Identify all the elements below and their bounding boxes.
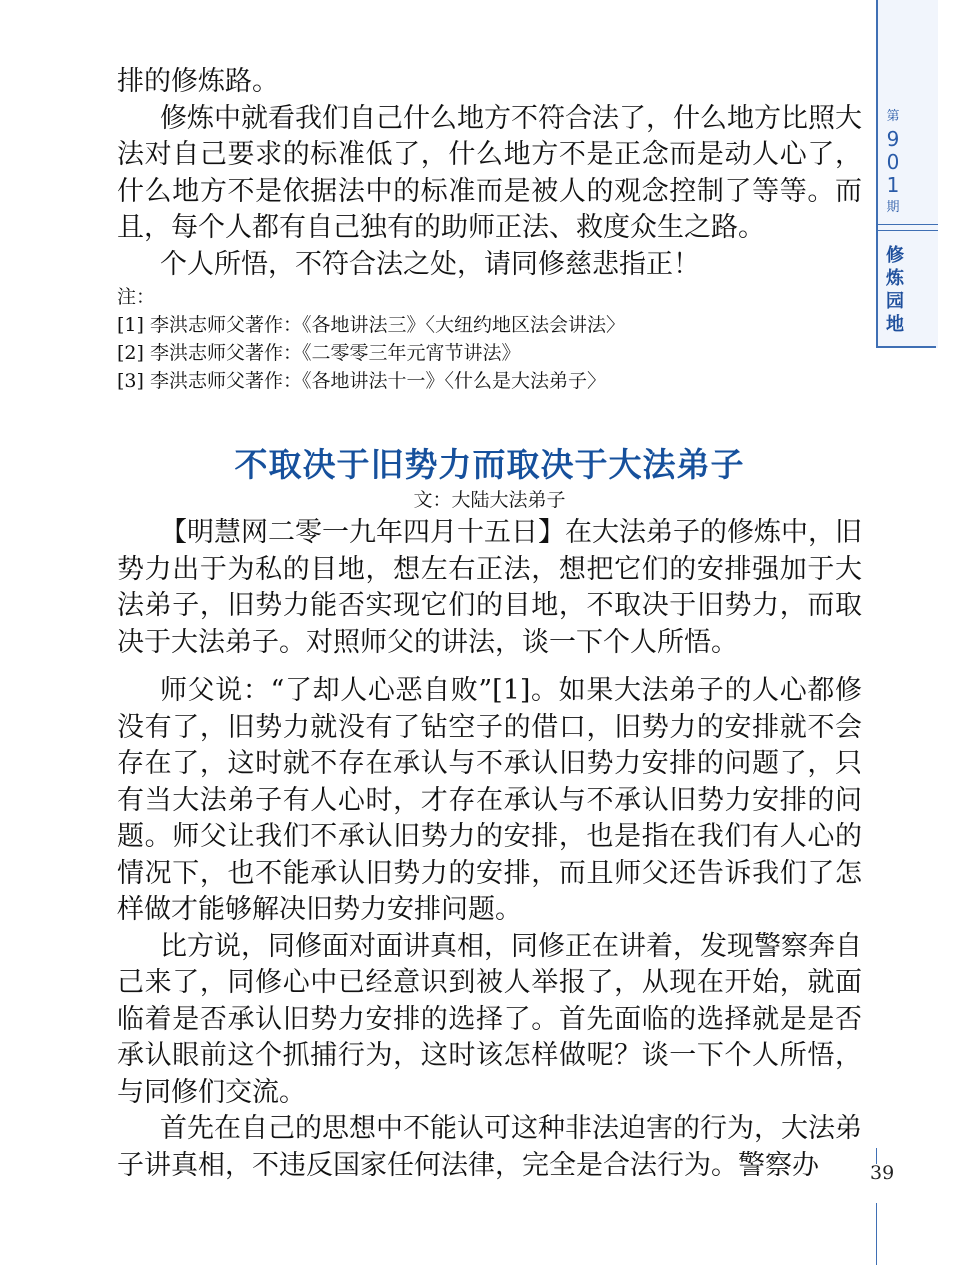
notes-label: 注： <box>117 286 156 308</box>
sidebar-divider <box>878 224 938 231</box>
note-item: [2] 李洪志师父著作：《二零零三年元宵节讲法》 <box>117 342 521 364</box>
section-char: 地 <box>886 314 904 335</box>
page-number: 39 <box>870 1162 895 1184</box>
section-char: 修 <box>886 245 904 266</box>
article-title: 不取决于旧势力而取决于大法弟子 <box>234 445 745 484</box>
paragraph: 修炼中就看我们自己什么地方不符合法了，什么地方比照大法对自己要求的标准低了，什么地方不是正念而是动人心了，什么地方不是依据法中的标准而是被人的观念控制了等等。而且，每个人都有自己独有的助师正法、救度众生之路。 <box>117 102 862 243</box>
issue-digit: 9 <box>886 127 900 151</box>
page-content <box>117 64 862 1184</box>
article-paragraph: 比方说，同修面对面讲真相，同修正在讲着，发现警察奔自己来了，同修心中已经意识到被人举报了，从现在开始，就面临着是否承认旧势力安排的选择了。首先面临的选择就是是否承认眼前这个抓捕行为，这时该怎样做呢？谈一下个人所悟，与同修们交流。 <box>117 930 862 1108</box>
note-item: [1] 李洪志师父著作：《各地讲法三》〈大纽约地区法会讲法〉 <box>117 314 625 336</box>
article-paragraph: 【明慧网二零一九年四月十五日】在大法弟子的修炼中，旧势力出于为私的目地，想左右正法，想把它们的安排强加于大法弟子，旧势力能否实现它们的目地，不取决于旧势力，而取决于大法弟子。对照师父的讲法，谈一下个人所悟。 <box>117 517 862 658</box>
issue-number <box>878 106 908 219</box>
article-byline: 文：大陆大法弟子 <box>413 489 566 511</box>
notes-section <box>117 283 862 395</box>
article-paragraph: 首先在自己的思想中不能认可这种非法迫害的行为，大法弟子讲真相，不违反国家任何法律，完全是合法行为。警察办 <box>117 1113 862 1181</box>
article-paragraph: 师父说：“了却人心恶自败”[1]。如果大法弟子的人心都修没有了，旧势力就没有了钻空子的借口，旧势力的安排就不会存在了，这时就不存在承认与不承认旧势力安排的问题了，只有当大法弟子有人心时，才存在承认与不承认旧势力安排的问题。师父让我们不承认旧势力的安排，也是指在我们有人心的情况下，也不能承认旧势力的安排，而且师父还告诉我们了怎样做才能够解决旧势力安排问题。 <box>117 675 862 925</box>
section-name <box>880 244 910 336</box>
sidebar-tab <box>876 0 938 348</box>
issue-prefix: 第 <box>886 109 900 124</box>
note-item: [3] 李洪志师父著作：《各地讲法十一》〈什么是大法弟子〉 <box>117 370 606 392</box>
section-char: 园 <box>886 291 904 312</box>
sidebar-bottom-border <box>876 346 936 348</box>
margin-rule <box>876 1203 877 1265</box>
paragraph: 个人所悟，不符合法之处，请同修慈悲指正！ <box>160 248 700 280</box>
issue-digit: 1 <box>886 173 900 197</box>
issue-digit: 0 <box>886 150 900 174</box>
section-char: 炼 <box>886 268 904 289</box>
issue-suffix: 期 <box>886 200 900 215</box>
paragraph: 排的修炼路。 <box>117 66 279 97</box>
